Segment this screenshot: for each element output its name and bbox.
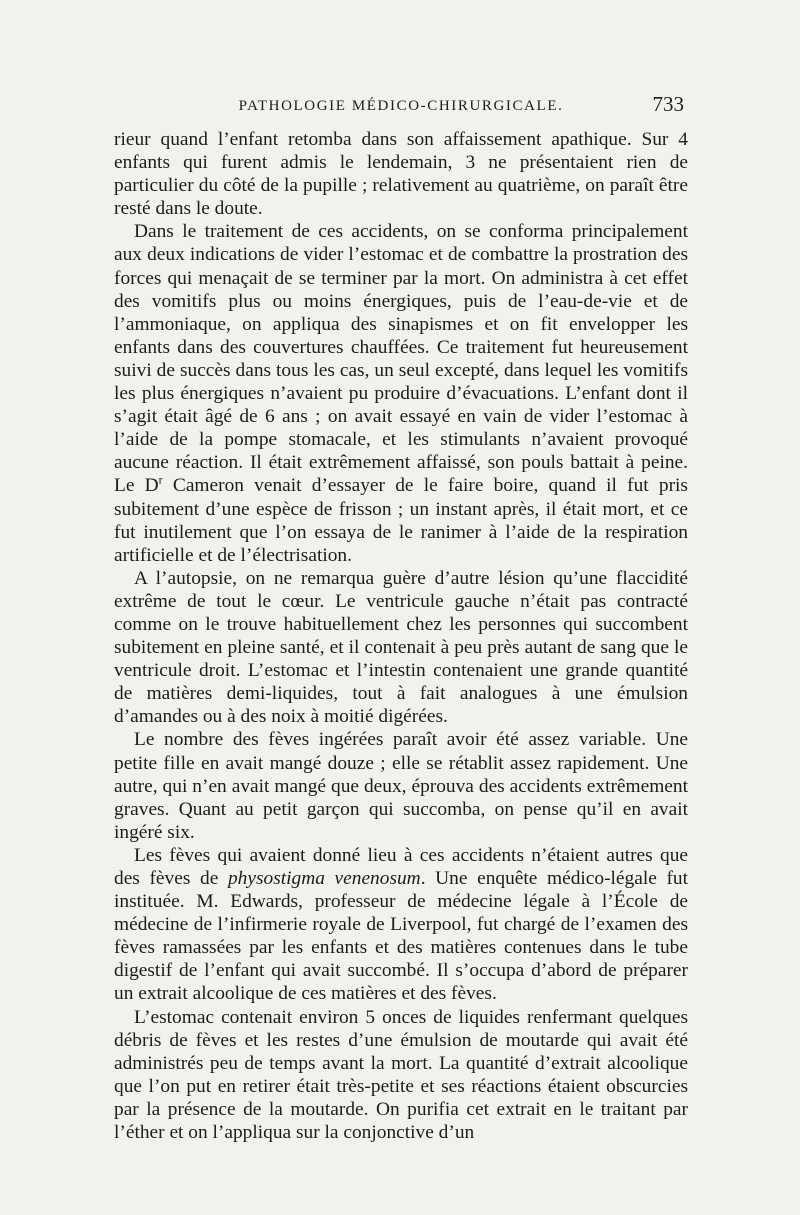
paragraph-2	[114, 220, 688, 566]
page-number: 733	[652, 92, 684, 116]
running-header	[118, 92, 684, 122]
paragraph-5-text-after: . Une enquête médico-légale fut instituée. M. Edwards, professeur de médecine légale à l’École de médecine de l’infirmerie royale de Liverpool, fut chargé de l’examen des fèves ramassées par les enfants et des matières contenues dans le tube digestif de l’enfant qui avait succombé. Il s’occupa d’abord de préparer un extrait alcoolique de ces matières et des fèves.	[114, 868, 689, 1005]
paragraph-2-text-after: Cameron venait d’essayer de le faire boire, quand il fut pris subitement d’une espèce de frisson ; un instant après, il était mort, et ce fut inutilement que l’on essaya de le ranimer à l’aide de la respiration artificielle et de l’électrisation.	[114, 475, 688, 566]
body-text	[114, 128, 688, 1144]
paragraph-5	[114, 844, 688, 1006]
paragraph-6: L’estomac contenait environ 5 onces de liquides renfermant quelques débris de fèves et les restes d’une émulsion de moutarde qui avait été administrés peu de temps avant la mort. La quantité d’extrait alcoolique que l’on put en retirer était très-petite et ses réactions étaient obscurcies par la présence de la moutarde. On purifia cet extrait en le traitant par l’éther et on l’appliqua sur la conjonctive d’un	[114, 1006, 688, 1144]
paragraph-2-text-before: Dans le traitement de ces accidents, on se conforma principalement aux deux indications de vider l’estomac et de combattre la prostration des forces qui menaçait de se terminer par la mort. On administra à cet effet des vomitifs plus ou moins énergiques, puis de l’eau-de-vie et de l’ammoniaque, on appliqua des sinapismes et on fit envelopper les enfants dans des couvertures chauffées. Ce traitement fut heureusement suivi de succès dans tous les cas, un seul excepté, dans lequel les vomitifs les plus énergiques n’avaient pu produire d’évacuations. L’enfant dont il s’agit était âgé de 6 ans ; on avait essayé en vain de vider l’estomac à l’aide de la pompe stomacale, et les stimulants n’avaient provoqué aucune réaction. Il était extrêmement affaissé, son pouls battait à peine. Le D	[114, 221, 688, 497]
paragraph-1: rieur quand l’enfant retomba dans son affaissement apathique. Sur 4 enfants qui furent admis le lendemain, 3 ne présentaient rien de particulier du côté de la pupille ; relativement au quatrième, on paraît être resté dans le doute.	[114, 129, 688, 220]
species-name-italic: physostigma venenosum	[227, 868, 421, 889]
paragraph-3: A l’autopsie, on ne remarqua guère d’autre lésion qu’une flaccidité extrême de tout le cœur. Le ventricule gauche n’était pas contracté comme on le trouve habituellement chez les personnes qui succombent subitement en pleine santé, et il contenait à peu près autant de sang que le ventricule droit. L’estomac et l’intestin contenaient une grande quantité de matières demi-liquides, tout à fait analogues à une émulsion d’amandes ou à des noix à moitié digérées.	[114, 567, 688, 728]
paragraph-5-text-before: Les fèves qui avaient donné lieu à ces accidents n’étaient autres que des fèves de	[114, 844, 688, 889]
running-title: PATHOLOGIE MÉDICO-CHIRURGICALE.	[238, 98, 564, 114]
doctor-abbrev-superscript: r	[158, 472, 163, 487]
paragraph-4: Le nombre des fèves ingérées paraît avoir été assez variable. Une petite fille en avait mangé douze ; elle se rétablit assez rapidement. Une autre, qui n’en avait mangé que deux, éprouva des accidents extrêmement graves. Quant au petit garçon qui succomba, on pense qu’il en avait ingéré six.	[114, 729, 688, 843]
